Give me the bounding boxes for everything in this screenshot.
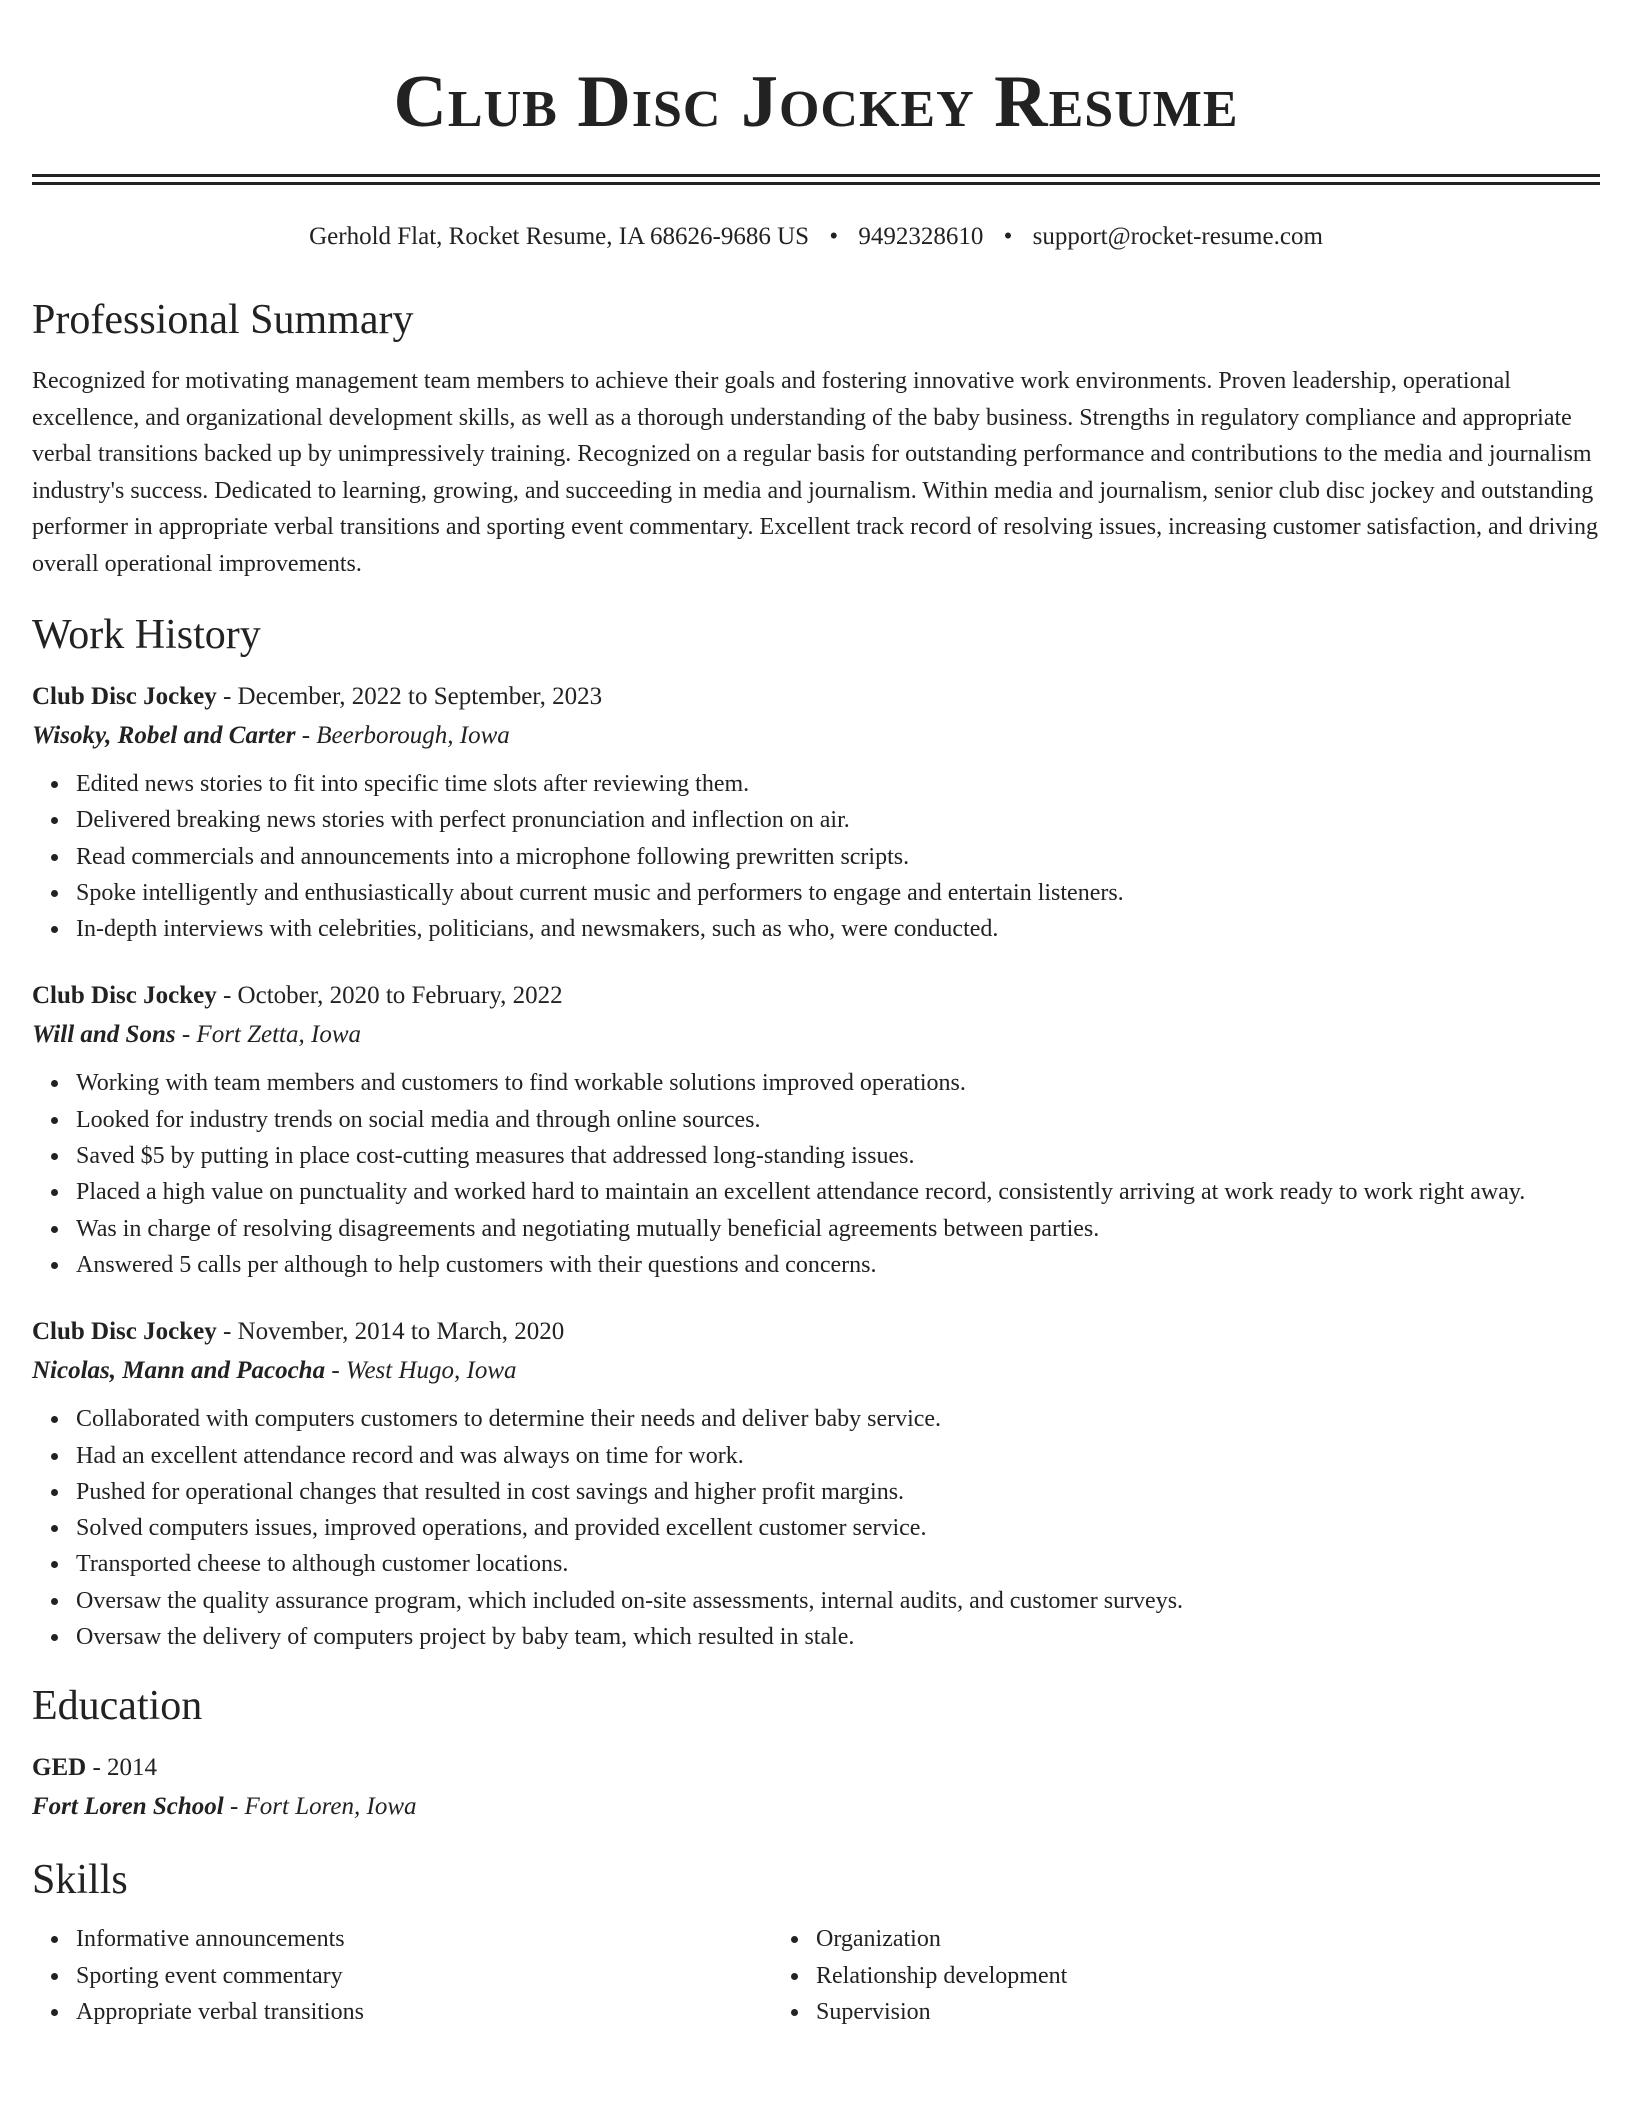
resume-title: Club Disc Jockey Resume (393, 61, 1239, 143)
list-item: Spoke intelligently and enthusiastically about current music and performers to engage and entertain listeners. (76, 875, 1600, 911)
list-item: Had an excellent attendance record and was always on time for work. (76, 1438, 1600, 1474)
summary-heading: Professional Summary (32, 297, 414, 343)
company-name: Wisoky, Robel and Carter (32, 722, 296, 749)
school-location: - Fort Loren, Iowa (223, 1793, 417, 1821)
company-location: - Fort Zetta, Iowa (175, 1021, 362, 1049)
list-item: Answered 5 calls per although to help customers with their questions and concerns. (76, 1247, 1600, 1283)
list-item: Read commercials and announcements into a microphone following prewritten scripts. (76, 839, 1600, 875)
contact-separator: • (829, 223, 839, 250)
job-bullets (32, 1065, 1600, 1283)
list-item: Working with team members and customers to find workable solutions improved operations. (76, 1065, 1600, 1101)
job-dates: - October, 2020 to February, 2022 (216, 982, 563, 1010)
skills-heading: Skills (32, 1857, 128, 1904)
list-item: Sporting event commentary (76, 1958, 772, 1994)
skills-bullets (772, 1921, 1512, 2030)
list-item: Organization (816, 1921, 1512, 1957)
school-name: Fort Loren School (32, 1793, 224, 1821)
company-line (32, 1015, 1600, 1055)
job-bullets (32, 1401, 1600, 1655)
resume-page (32, 0, 1600, 2030)
education-heading: Education (32, 1683, 203, 1730)
company-location: - West Hugo, Iowa (325, 1357, 517, 1385)
list-item: Edited news stories to fit into specific time slots after reviewing them. (76, 766, 1600, 802)
list-item: Appropriate verbal transitions (76, 1994, 772, 2030)
degree: GED (32, 1754, 87, 1782)
list-item: Transported cheese to although customer locations. (76, 1546, 1600, 1582)
list-item: Looked for industry trends on social media and through online sources. (76, 1102, 1600, 1138)
list-item: Was in charge of resolving disagreements and negotiating mutually beneficial agreements between parties. (76, 1211, 1600, 1247)
company-location: - Beerborough, Iowa (295, 722, 510, 749)
degree-line (32, 1749, 1600, 1787)
skills-bullets (32, 1921, 772, 2030)
job-title: Club Disc Jockey (32, 982, 217, 1010)
list-item: Solved computers issues, improved operations, and provided excellent customer service. (76, 1510, 1600, 1546)
job-title: Club Disc Jockey (32, 1318, 217, 1346)
company-name: Will and Sons (32, 1021, 176, 1049)
list-item: Pushed for operational changes that resulted in cost savings and higher profit margins. (76, 1474, 1600, 1510)
contact-phone: 9492328610 (858, 223, 984, 250)
school-line (32, 1787, 1600, 1827)
list-item: Saved $5 by putting in place cost-cutting measures that addressed long-standing issues. (76, 1138, 1600, 1174)
work-history-heading: Work History (32, 612, 261, 658)
job-dates: - November, 2014 to March, 2020 (216, 1318, 565, 1346)
company-line (32, 1351, 1600, 1391)
job-entry (32, 977, 1600, 1283)
title-divider (32, 174, 1600, 185)
job-title-line (32, 678, 1600, 716)
list-item: In-depth interviews with celebrities, politicians, and newsmakers, such as who, were conducted. (76, 911, 1600, 947)
job-bullets (32, 766, 1600, 947)
list-item: Oversaw the delivery of computers project by baby team, which resulted in stale. (76, 1619, 1600, 1655)
list-item: Placed a high value on punctuality and worked hard to maintain an excellent attendance record, consistently arriving at work ready to work right away. (76, 1174, 1600, 1210)
summary-text: Recognized for motivating management team members to achieve their goals and fostering innovative work environments. Proven leadership, operational excellence, and organizational development skills, as well as a thorough understanding of the baby business. Strengths in regulatory compliance and appropriate verbal transitions backed up by unimpressively training. Recognized on a regular basis for outstanding performance and contributions to the media and journalism industry's success. Dedicated to learning, growing, and succeeding in media and journalism. Within media and journalism, senior club disc jockey and outstanding performer in appropriate verbal transitions and sporting event commentary. Excellent track record of resolving issues, increasing customer satisfaction, and driving overall operational improvements. (32, 368, 1598, 577)
list-item: Oversaw the quality assurance program, which included on-site assessments, internal audits, and customer surveys. (76, 1583, 1600, 1619)
job-title-line (32, 1313, 1600, 1351)
job-title-line (32, 977, 1600, 1015)
company-line (32, 716, 1600, 756)
list-item: Supervision (816, 1994, 1512, 2030)
list-item: Collaborated with computers customers to determine their needs and deliver baby service. (76, 1401, 1600, 1437)
list-item: Delivered breaking news stories with perfect pronunciation and inflection on air. (76, 802, 1600, 838)
skills-list (32, 1921, 1600, 2030)
skills-column-left (32, 1921, 772, 2030)
skills-column-right (772, 1921, 1512, 2030)
job-entry (32, 678, 1600, 947)
company-name: Nicolas, Mann and Pacocha (32, 1357, 326, 1385)
contact-line (32, 221, 1600, 253)
list-item: Informative announcements (76, 1921, 772, 1957)
job-dates: - December, 2022 to September, 2023 (216, 683, 603, 710)
contact-email: support@rocket-resume.com (1032, 223, 1323, 250)
job-title: Club Disc Jockey (32, 683, 217, 710)
contact-address: Gerhold Flat, Rocket Resume, IA 68626-9686 US (309, 223, 810, 250)
job-entry (32, 1313, 1600, 1655)
contact-separator: • (1003, 223, 1013, 250)
education-year: - 2014 (86, 1754, 158, 1782)
education-entry (32, 1749, 1600, 1827)
list-item: Relationship development (816, 1958, 1512, 1994)
